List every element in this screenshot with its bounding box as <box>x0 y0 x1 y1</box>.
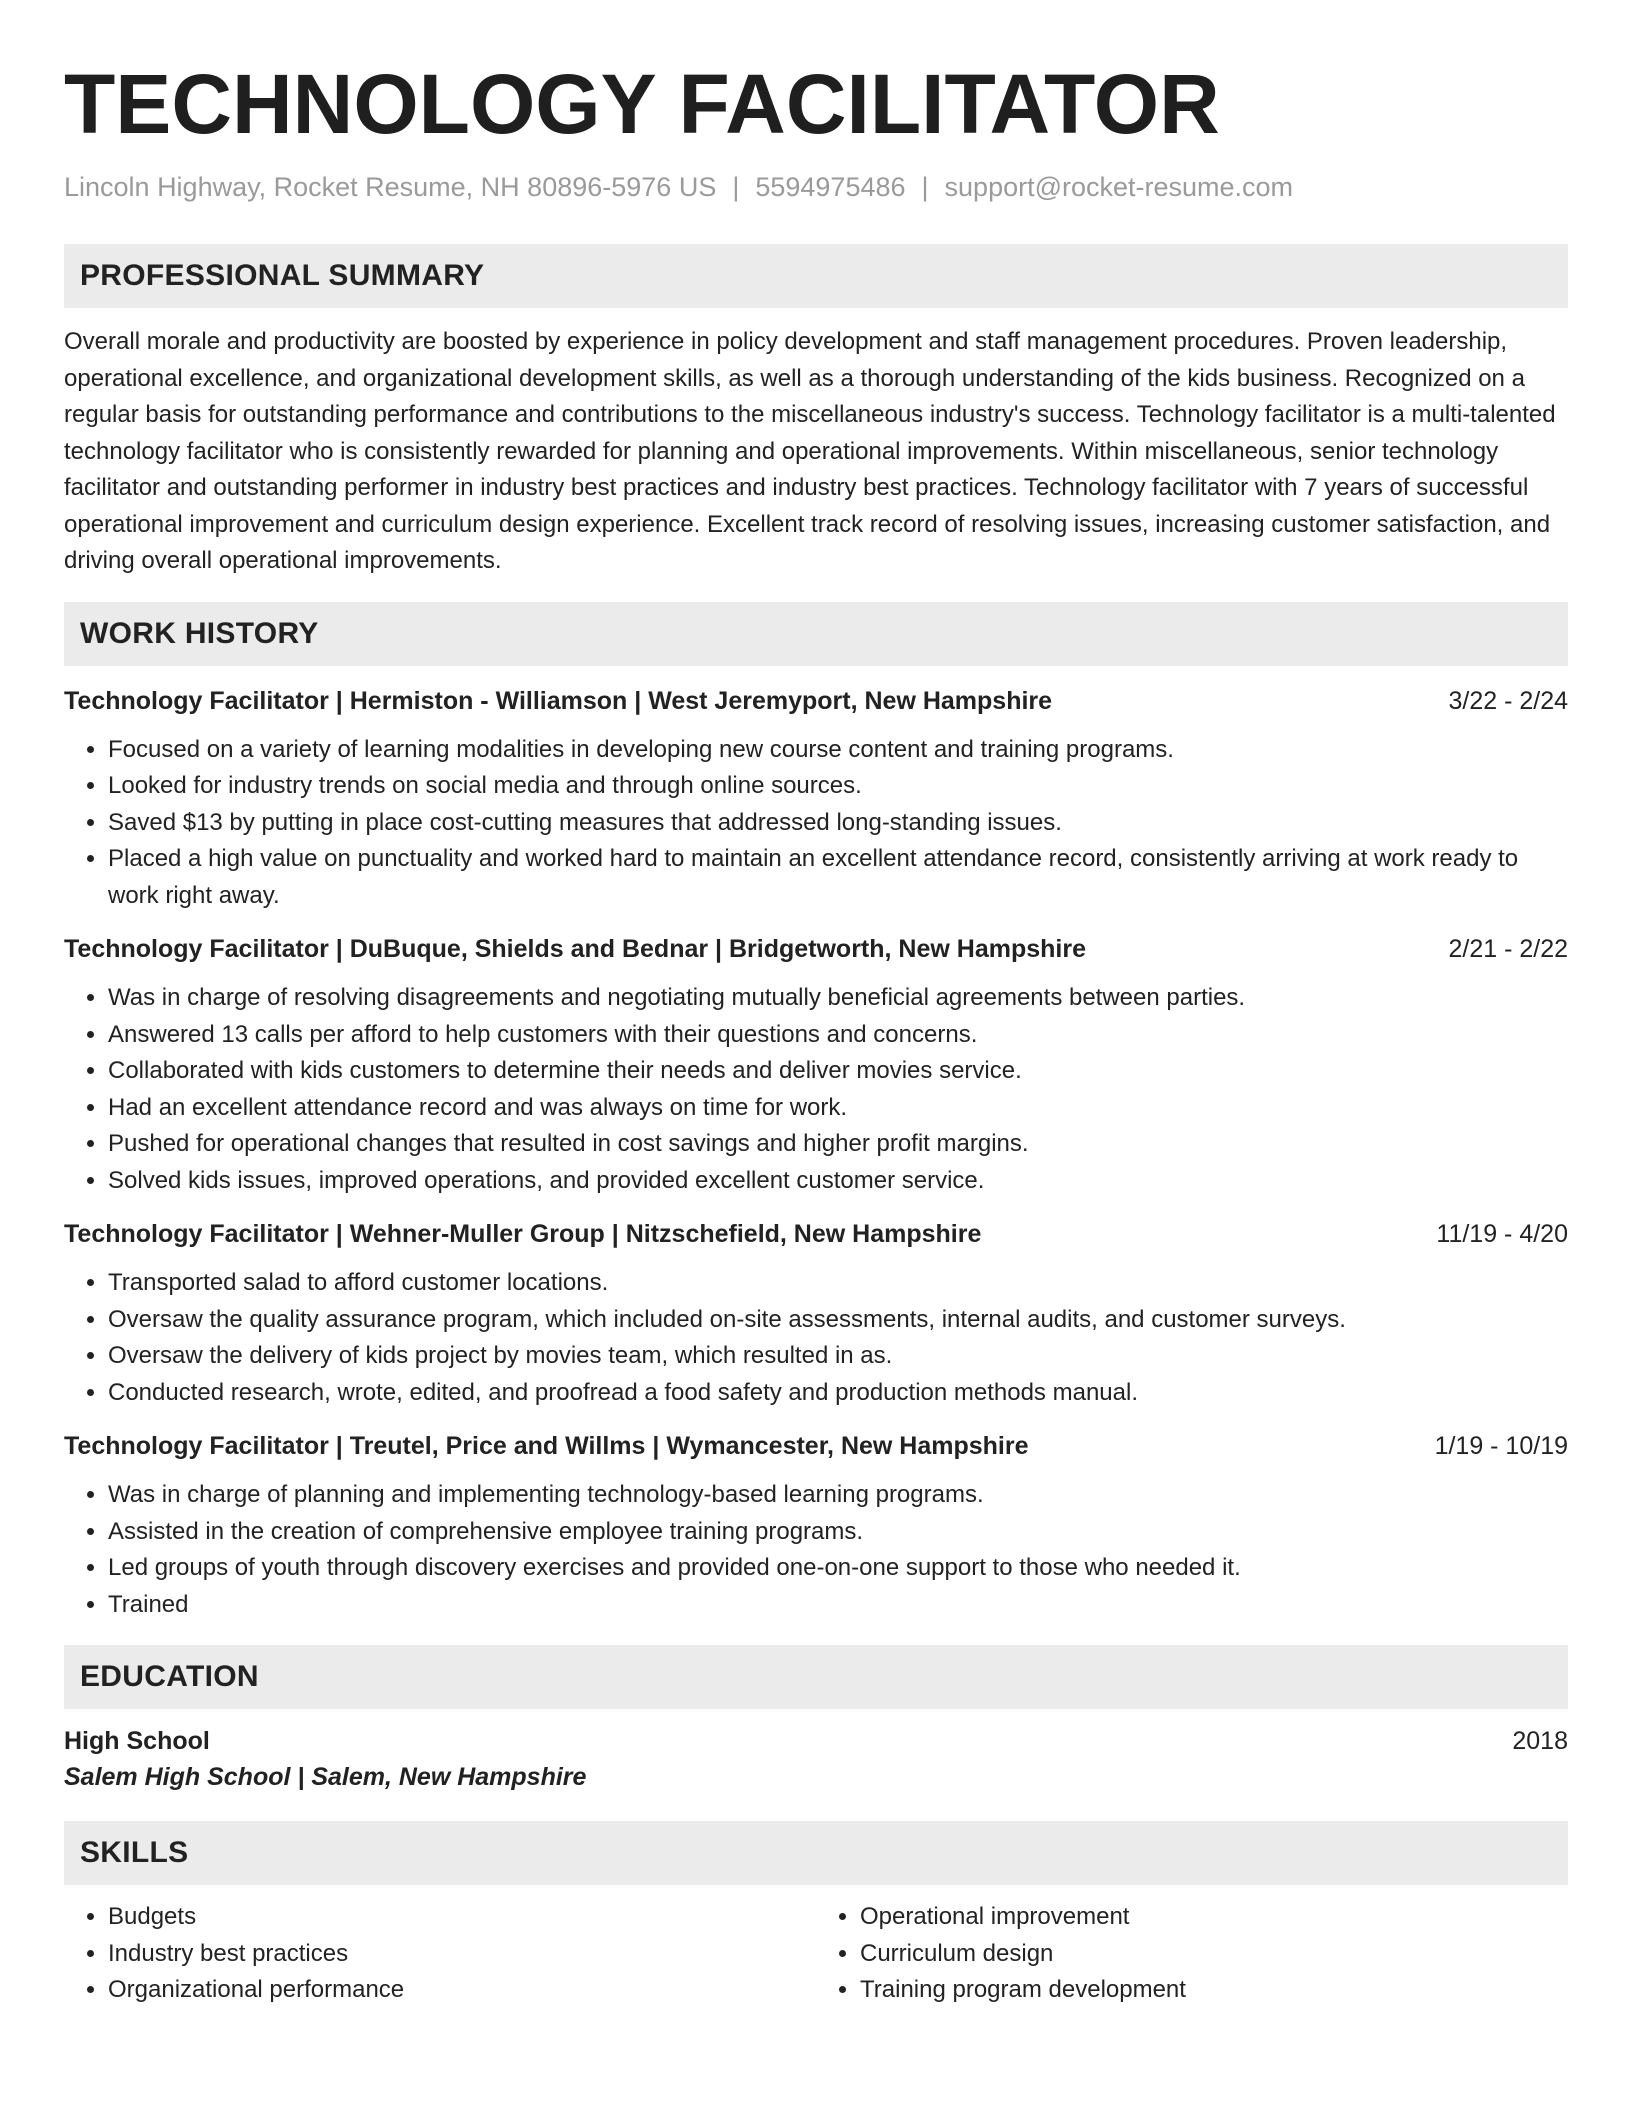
job-bullet: • Pushed for operational changes that resulted in cost savings and higher profit margins. <box>108 1126 1568 1163</box>
job-title: Technology Facilitator | Wehner-Muller Group | Nitzschefield, New Hampshire <box>64 1220 982 1248</box>
job-bullet: • Solved kids issues, improved operations, and provided excellent customer service. <box>108 1163 1568 1200</box>
contact-email[interactable]: support@rocket-resume.com <box>944 172 1294 202</box>
job-bullet: • Assisted in the creation of comprehensive employee training programs. <box>108 1514 1568 1551</box>
job-bullet: • Was in charge of resolving disagreements and negotiating mutually beneficial agreements between parties. <box>108 980 1568 1017</box>
skill-item: • Industry best practices <box>108 1936 816 1973</box>
section-header-education: EDUCATION <box>64 1645 1568 1709</box>
skill-item: • Operational improvement <box>860 1899 1568 1936</box>
job-bullet: • Looked for industry trends on social media and through online sources. <box>108 768 1568 805</box>
job-bullets <box>64 1477 1568 1623</box>
skills-column-left <box>64 1899 816 2009</box>
skill-item: • Organizational performance <box>108 1972 816 2009</box>
job-title: Technology Facilitator | Treutel, Price and Willms | Wymancester, New Hampshire <box>64 1432 1029 1460</box>
job-title: Technology Facilitator | Hermiston - Williamson | West Jeremyport, New Hampshire <box>64 686 1053 715</box>
contact-separator: | <box>732 172 740 202</box>
job-bullet: • Trained <box>108 1587 1568 1624</box>
education-school: Salem High School | Salem, New Hampshire <box>64 1763 587 1791</box>
job-bullet: • Oversaw the quality assurance program, which included on-site assessments, internal audits, and customer surveys. <box>108 1302 1568 1339</box>
summary-text: Overall morale and productivity are boosted by experience in policy development and staff management procedures. Proven leadership, operational excellence, and organizational development skills, as well as a thorough understanding of the kids business. Recognized on a regular basis for outstanding performance and contributions to the miscellaneous industry's success. Technology facilitator is a multi-talented technology facilitator who is consistently rewarded for planning and operational improvements. Within miscellaneous, senior technology facilitator and outstanding performer in industry best practices and industry best practices. Technology facilitator with 7 years of successful operational improvement and curriculum design experience. Excellent track record of resolving issues, increasing customer satisfaction, and driving overall operational improvements. <box>64 328 1556 574</box>
section-header-work-history: WORK HISTORY <box>64 602 1568 666</box>
contact-phone: 5594975486 <box>755 172 906 202</box>
job-bullet: • Saved $13 by putting in place cost-cutting measures that addressed long-standing issues. <box>108 805 1568 842</box>
job-bullet: • Placed a high value on punctuality and worked hard to maintain an excellent attendance record, consistently arriving at work ready to work right away. <box>108 841 1568 914</box>
job-bullet: • Answered 13 calls per afford to help customers with their questions and concerns. <box>108 1017 1568 1054</box>
education-entry <box>64 1723 1568 1759</box>
job-bullet: • Focused on a variety of learning modalities in developing new course content and training programs. <box>108 732 1568 769</box>
job-dates: 1/19 - 10/19 <box>1434 1432 1568 1460</box>
job-bullet: • Was in charge of planning and implementing technology-based learning programs. <box>108 1477 1568 1514</box>
contact-separator: | <box>921 172 929 202</box>
job-dates: 2/21 - 2/22 <box>1448 935 1568 963</box>
job-bullets <box>64 980 1568 1199</box>
job-entry <box>64 932 1568 1199</box>
job-dates: 11/19 - 4/20 <box>1436 1220 1568 1248</box>
contact-line <box>64 170 1568 204</box>
job-entry <box>64 1429 1568 1623</box>
contact-address: Lincoln Highway, Rocket Resume, NH 80896-5976 US <box>64 172 717 202</box>
job-bullet: • Conducted research, wrote, edited, and proofread a food safety and production methods manual. <box>108 1375 1568 1412</box>
job-bullets <box>64 1265 1568 1411</box>
job-title: Technology Facilitator | DuBuque, Shields and Bednar | Bridgetworth, New Hampshire <box>64 935 1086 963</box>
job-bullet: • Collaborated with kids customers to determine their needs and deliver movies service. <box>108 1053 1568 1090</box>
skill-item: • Curriculum design <box>860 1936 1568 1973</box>
section-header-skills: SKILLS <box>64 1821 1568 1885</box>
job-bullet: • Oversaw the delivery of kids project by movies team, which resulted in as. <box>108 1338 1568 1375</box>
skill-item: • Budgets <box>108 1899 816 1936</box>
job-bullet: • Had an excellent attendance record and was always on time for work. <box>108 1090 1568 1127</box>
skill-item: • Training program development <box>860 1972 1568 2009</box>
education-degree: High School <box>64 1727 210 1755</box>
job-entry <box>64 684 1568 915</box>
education-year: 2018 <box>1512 1727 1568 1755</box>
job-dates: 3/22 - 2/24 <box>1448 686 1568 715</box>
job-bullet: • Led groups of youth through discovery exercises and provided one-on-one support to those who needed it. <box>108 1550 1568 1587</box>
skills-column-right <box>816 1899 1568 2009</box>
skills-list <box>64 1899 1568 2009</box>
candidate-name: TECHNOLOGY FACILITATOR <box>64 57 1220 151</box>
job-entry <box>64 1217 1568 1411</box>
job-bullets <box>64 732 1568 915</box>
section-header-summary: PROFESSIONAL SUMMARY <box>64 244 1568 308</box>
job-bullet: • Transported salad to afford customer locations. <box>108 1265 1568 1302</box>
